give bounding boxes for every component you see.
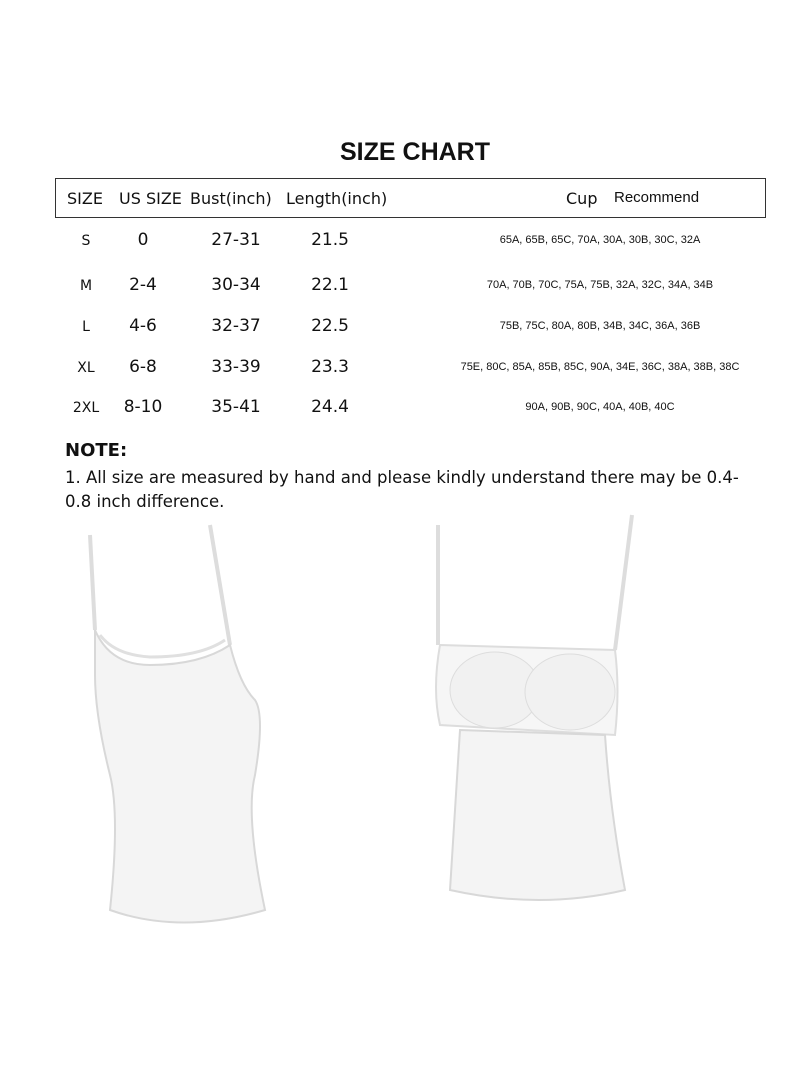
- header-us-size: US SIZE: [119, 189, 182, 208]
- row-us: 2-4: [129, 275, 157, 295]
- row-bust: 35-41: [211, 397, 261, 417]
- row-cup: 90A, 90B, 90C, 40A, 40B, 40C: [525, 401, 675, 413]
- row-bust: 32-37: [211, 316, 261, 336]
- header-length: Length(inch): [286, 189, 388, 208]
- note-text: 1. All size are measured by hand and please kindly understand there may be 0.4-0.8 inch difference.: [65, 468, 739, 511]
- row-us: 0: [137, 230, 149, 250]
- row-size: S: [81, 233, 91, 249]
- header-bust: Bust(inch): [190, 189, 272, 208]
- row-cup: 75E, 80C, 85A, 85B, 85C, 90A, 34E, 36C, 38A, 38B, 38C: [460, 361, 740, 373]
- row-bust: 27-31: [211, 230, 261, 250]
- row-cup: 75B, 75C, 80A, 80B, 34B, 34C, 36A, 36B: [499, 320, 701, 332]
- row-us: 8-10: [123, 397, 163, 417]
- camisole-inner-bra-image: [410, 510, 750, 980]
- header-cup: Cup: [566, 189, 598, 208]
- header-recommend: Recommend: [614, 189, 700, 206]
- row-cup: 65A, 65B, 65C, 70A, 30A, 30B, 30C, 32A: [499, 234, 701, 246]
- row-us: 4-6: [129, 316, 157, 336]
- row-bust: 33-39: [211, 357, 261, 377]
- row-size: L: [82, 319, 90, 335]
- row-size: M: [79, 278, 93, 294]
- row-bust: 30-34: [211, 275, 261, 295]
- row-us: 6-8: [129, 357, 157, 377]
- row-length: 22.5: [311, 316, 349, 336]
- row-size: 2XL: [72, 400, 100, 416]
- chart-title: SIZE CHART: [340, 138, 490, 166]
- row-length: 21.5: [311, 230, 349, 250]
- note-heading: NOTE:: [65, 440, 128, 461]
- header-size: SIZE: [67, 189, 103, 208]
- row-cup: 70A, 70B, 70C, 75A, 75B, 32A, 32C, 34A, 34B: [486, 279, 714, 291]
- row-length: 24.4: [311, 397, 349, 417]
- camisole-front-image: [40, 515, 380, 985]
- row-size: XL: [77, 360, 95, 376]
- row-length: 22.1: [311, 275, 349, 295]
- row-length: 23.3: [311, 357, 349, 377]
